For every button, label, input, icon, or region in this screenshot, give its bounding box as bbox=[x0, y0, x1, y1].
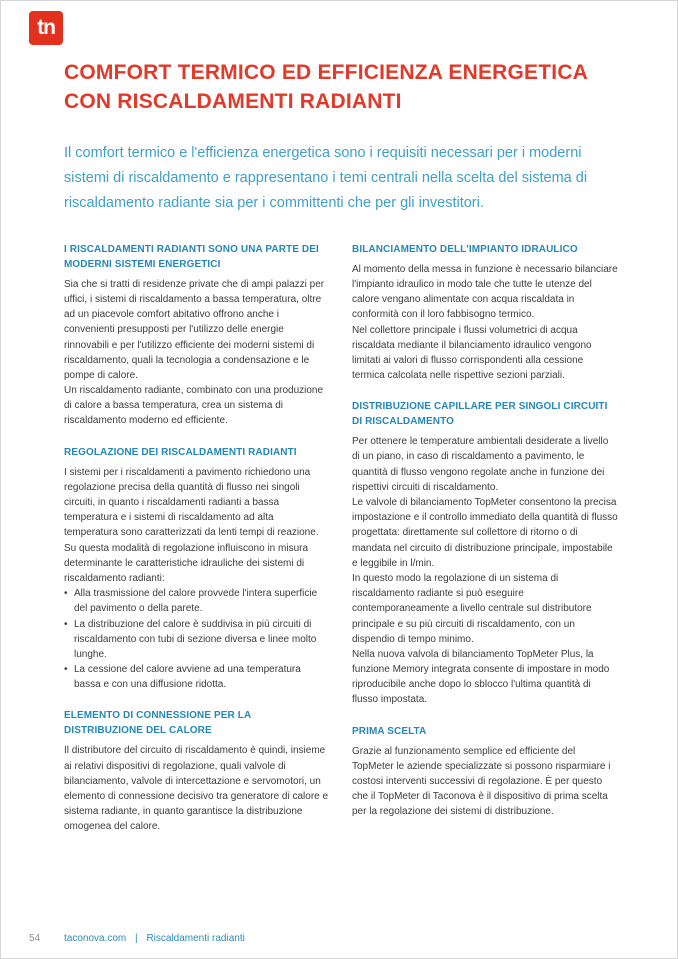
page-number: 54 bbox=[29, 933, 41, 944]
paragraph: I sistemi per i riscaldamenti a pavimento richiedono una regolazione precisa della quantità di flusso nei singoli circuiti, in quanto i riscaldamenti radianti a bassa temperatura e i sistemi di riscaldamento ad alta temperatura sono caratterizzati da lenti tempi di reazione. Su questa modalità di regolazione influiscono in misura determinante le caratteristiche idrauliche dei sistemi di riscaldamento radianti: bbox=[64, 466, 319, 584]
paragraph: In questo modo la regolazione di un sistema di riscaldamento radiante si può eseguire contemporaneamente a livello centrale sul distributore principale e su più circuiti di riscaldamento, con un dispendio di tempo minimo. bbox=[352, 572, 592, 645]
paragraph: Nella nuova valvola di bilanciamento TopMeter Plus, la funzione Memory integrata consente di impostare in modo riproducibile anche dopo lo sblocco l'ultima quantità di flusso impostata. bbox=[352, 648, 610, 706]
section-regolazione bbox=[64, 445, 330, 693]
footer bbox=[29, 933, 614, 944]
paragraph: Sia che si tratti di residenze private che di ampi palazzi per uffici, i sistemi di riscaldamento a bassa temperatura, oltre ad un piacevole comfort abitativo offrono anche i convenienti presupposti per l'utilizzo delle energie rinnovabili e per l'utilizzo efficiente dei moderni sistemi di riscaldamento, quali la tecnologia a condensazione e le pompe di calore. bbox=[64, 278, 325, 381]
paragraph: Il distributore del circuito di riscaldamento è quindi, insieme ai relativi dispositivi di regolazione, quali valvole di bilanciamento, valvole di intercettazione e servomotori, un elemento di connessione decisivo tra generatore di calore e sistema radiante, in quanto garantisce la distribuzione omogenea del calore. bbox=[64, 745, 329, 833]
section-bilanciamento-idraulico bbox=[352, 242, 618, 384]
section-riscaldamenti-radianti-moderni bbox=[64, 242, 330, 429]
paragraph: Grazie al funzionamento semplice ed efficiente del TopMeter le aziende specializzate si possono risparmiare i costosi interventi successivi di regolazione. È per questo che il TopMeter di Taconova è il dispositivo di prima scelta per la regolazione dei sistemi di distribuzione. bbox=[352, 745, 611, 818]
two-column-layout bbox=[64, 242, 618, 851]
section-heading: DISTRIBUZIONE CAPILLARE PER SINGOLI CIRCUITI DI RISCALDAMENTO bbox=[352, 401, 608, 428]
footer-separator: | bbox=[135, 933, 138, 944]
right-column bbox=[352, 242, 618, 851]
bullet-item: • La distribuzione del calore è suddivisa in più circuiti di riscaldamento con tubi di sezione diversa e linee molto lunghe. bbox=[64, 617, 330, 663]
intro-paragraph: Il comfort termico e l'efficienza energetica sono i requisiti necessari per i moderni sistemi di riscaldamento e rappresentano i temi centrali nella scelta del sistema di riscaldamento radiante sia per i committenti che per gli investitori. bbox=[64, 144, 588, 211]
section-heading: BILANCIAMENTO DELL'IMPIANTO IDRAULICO bbox=[352, 243, 578, 255]
footer-section-label: Riscaldamenti radianti bbox=[146, 933, 245, 944]
footer-breadcrumb bbox=[64, 933, 245, 944]
section-prima-scelta bbox=[352, 724, 618, 820]
paragraph: Per ottenere le temperature ambientali desiderate a livello di un piano, in caso di riscaldamento a pavimento, le quantità di flusso vengono regolate anche in funzione dei rispettivi circuiti di riscaldamento. bbox=[352, 436, 609, 493]
page-title: COMFORT TERMICO ED EFFICIENZA ENERGETICA CON RISCALDAMENTI RADIANTI bbox=[64, 61, 588, 113]
page-content bbox=[64, 59, 618, 851]
section-heading: I RISCALDAMENTI RADIANTI SONO UNA PARTE DEI MODERNI SISTEMI ENERGETICI bbox=[64, 243, 319, 270]
logo-text: tn bbox=[37, 15, 55, 39]
section-heading: PRIMA SCELTA bbox=[352, 725, 427, 737]
bullet-item: • Alla trasmissione del calore provvede l'intera superficie del pavimento o della parete. bbox=[64, 586, 330, 616]
paragraph: Un riscaldamento radiante, combinato con una produzione di calore a bassa temperatura, crea un sistema di riscaldamento moderno ed efficiente. bbox=[64, 385, 324, 427]
section-heading: ELEMENTO DI CONNESSIONE PER LA DISTRIBUZIONE DEL CALORE bbox=[64, 710, 251, 737]
paragraph: Al momento della messa in funzione è necessario bilanciare l'impianto idraulico in modo tale che tutte le utenze del calore vengano alimentate con acqua riscaldata in conformità con il loro fabbisogno termico. bbox=[352, 263, 618, 321]
footer-link-taconova[interactable]: taconova.com bbox=[64, 933, 127, 944]
left-column bbox=[64, 242, 330, 851]
bullet-item: • La cessione del calore avviene ad una temperatura bassa e con una diffusione ridotta. bbox=[64, 662, 330, 692]
bullet-list bbox=[64, 586, 330, 692]
taconova-logo bbox=[29, 11, 63, 45]
section-elemento-connessione bbox=[64, 708, 330, 834]
paragraph: Le valvole di bilanciamento TopMeter consentono la precisa impostazione e il controllo immediato della quantità di flusso progettata: direttamente sul collettore di ritorno o di mandata nel circuito di distribuzione principale, impostabile e leggibile in l/min. bbox=[352, 497, 618, 569]
section-heading: REGOLAZIONE DEI RISCALDAMENTI RADIANTI bbox=[64, 446, 297, 458]
paragraph: Nel collettore principale i flussi volumetrici di acqua riscaldata mediante il bilanciamento idraulico vengono limitati ai valori di flusso corrispondenti alla cessione termica calcolata nelle rispettive sezioni parziali. bbox=[352, 324, 592, 382]
section-distribuzione-capillare bbox=[352, 399, 618, 707]
